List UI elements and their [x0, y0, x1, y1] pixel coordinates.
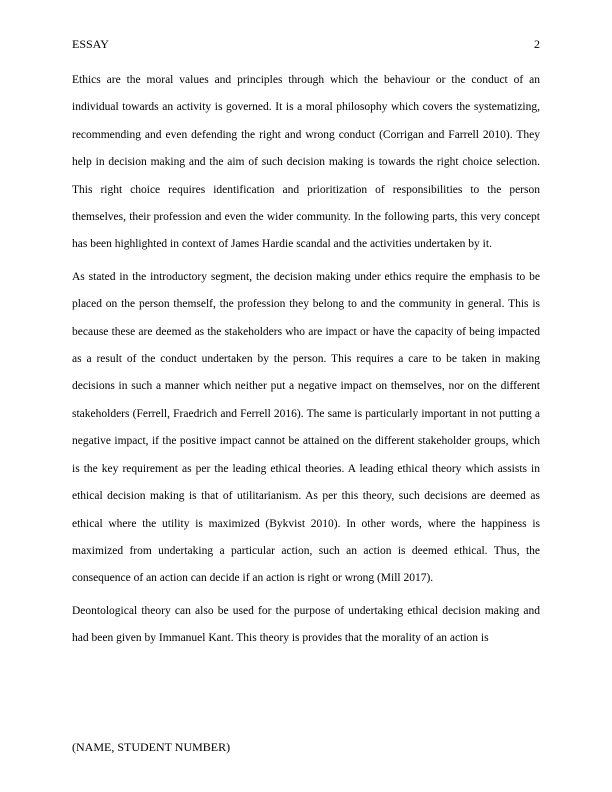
paragraph-ethics-definition: Ethics are the moral values and principles through which the behaviour or the conduct of an individual towards an activity is governed. It is a moral philosophy which covers the systematizing, recommending and even defending the right and wrong conduct (Corrigan and Farrell 2010). They help in decision making and the aim of such decision making is towards the right choice selection. This right choice requires identification and prioritization of responsibilities to the person themselves, their profession and even the wider community. In the following parts, this very concept has been highlighted in context of James Hardie scandal and the activities undertaken by it. — [72, 74, 540, 251]
paragraph-decision-making: As stated in the introductory segment, the decision making under ethics require the emphasis to be placed on the person themself, the profession they belong to and the community in general. This is because these are deemed as the stakeholders who are impact or have the capacity of being impacted as a result of the conduct undertaken by the person. This requires a care to be taken in making decisions in such a manner which neither put a negative impact on themselves, nor on the different stakeholders (Ferrell, Fraedrich and Ferrell 2016). The same is particularly important in not putting a negative impact, if the positive impact cannot be attained on the different stakeholder groups, which is the key requirement as per the leading ethical theories. A leading ethical theory which assists in ethical decision making is that of utilitarianism. As per this theory, such decisions are deemed as ethical where the utility is maximized (Bykvist 2010). In other words, where the happiness is maximized from undertaking a particular action, such an action is deemed ethical. Thus, the consequence of an action can decide if an action is right or wrong (Mill 2017). — [72, 270, 540, 585]
footer-name-student-number: (NAME, STUDENT NUMBER) — [72, 740, 231, 754]
paragraph-deontological-theory: Deontological theory can also be used for the purpose of undertaking ethical decision making and had been given by Immanuel Kant. This theory is provides that the morality of an action is — [72, 604, 540, 645]
page-number: 2 — [534, 37, 540, 51]
essay-body — [72, 67, 540, 653]
running-header: ESSAY — [72, 37, 109, 51]
